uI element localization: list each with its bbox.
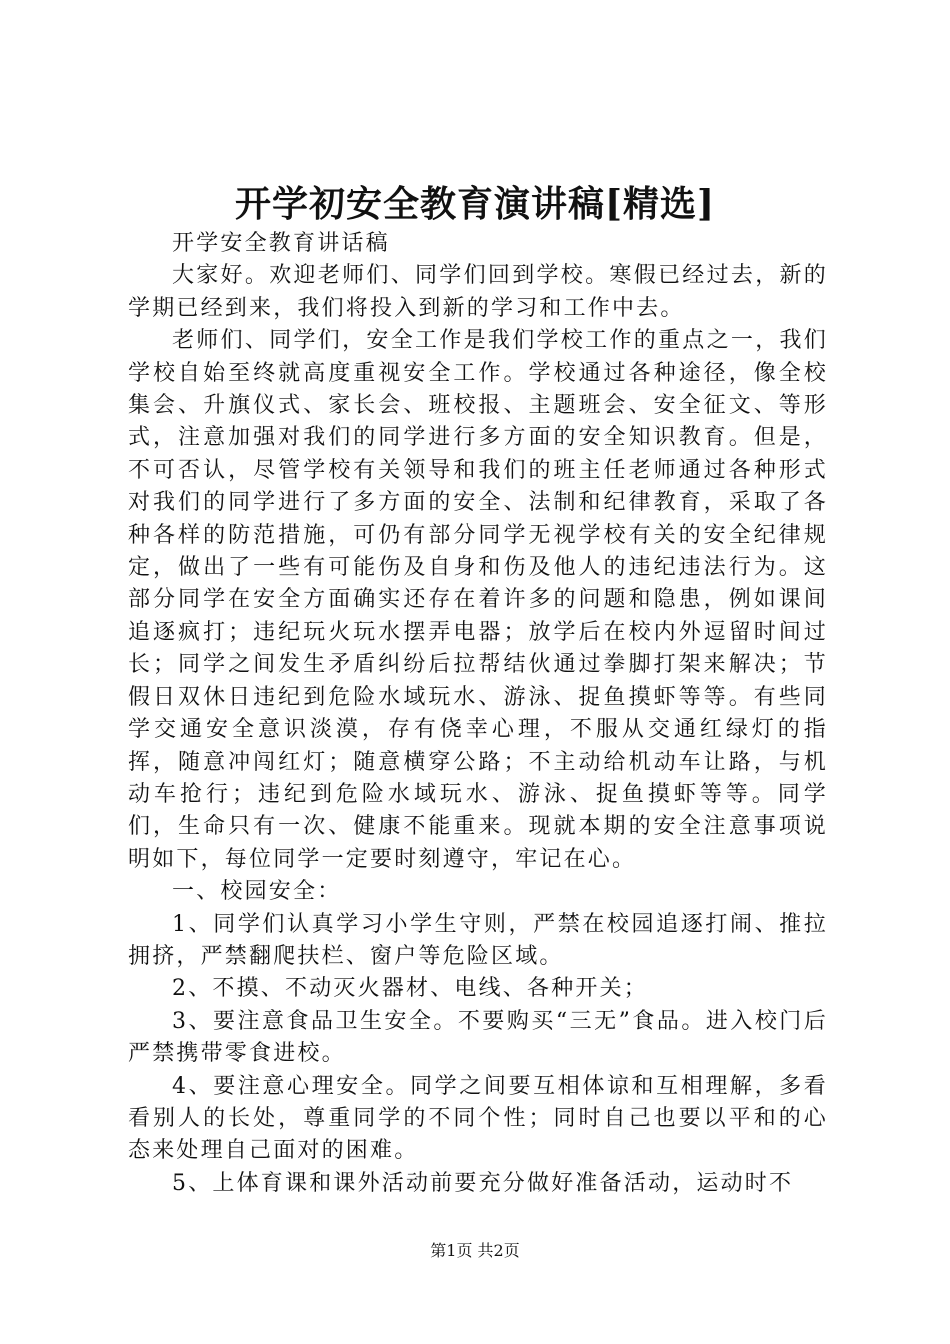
list-item-4: 4、要注意心理安全。同学之间要互相体谅和互相理解，多看看别人的长处，尊重同学的不同个性；同时自己也要以平和的心态来处理自己面对的困难。	[128, 1073, 828, 1164]
paragraph-subtitle: 开学安全教育讲话稿	[172, 231, 390, 256]
document-title: 开学初安全教育演讲稿[精选]	[234, 183, 716, 225]
paragraph-main: 老师们、同学们，安全工作是我们学校工作的重点之一，我们学校自始至终就高度重视安全工作。学校通过各种途径，像全校集会、升旗仪式、家长会、班校报、主题班会、安全征文、等形式，注意加强对我们的同学进行多方面的安全知识教育。但是，不可否认，尽管学校有关领导和我们的班主任老师通过各种形式对我们的同学进行了多方面的安全、法制和纪律教育，采取了各种各样的防范措施，可仍有部分同学无视学校有关的安全纪律规定，做出了一些有可能伤及自身和伤及他人的违纪违法行为。这部分同学在安全方面确实还存在着许多的问题和隐患，例如课间追逐疯打；违纪玩火玩水摆弄电器；放学后在校内外逗留时间过长；同学之间发生矛盾纠纷后拉帮结伙通过拳脚打架来解决；节假日双休日违纪到危险水域玩水、游泳、捉鱼摸虾等等。有些同学交通安全意识淡漠，存有侥幸心理，不服从交通红绿灯的指挥，随意冲闯红灯；随意横穿公路；不主动给机动车让路，与机动车抢行；违纪到危险水域玩水、游泳、捉鱼摸虾等等。同学们，生命只有一次、健康不能重来。现就本期的安全注意事项说明如下，每位同学一定要时刻遵守，牢记在心。	[128, 328, 828, 872]
paragraph-greeting: 大家好。欢迎老师们、同学们回到学校。寒假已经过去，新的学期已经到来，我们将投入到新的学习和工作中去。	[128, 263, 828, 321]
document-body	[128, 228, 828, 1200]
list-item-3: 3、要注意食品卫生安全。不要购买“三无”食品。进入校门后严禁携带零食进校。	[128, 1008, 828, 1067]
list-item-5: 5、上体育课和课外活动前要充分做好准备活动，运动时不	[172, 1170, 794, 1196]
list-item-1: 1、同学们认真学习小学生守则，严禁在校园追逐打闹、推拉拥挤，严禁翻爬扶栏、窗户等危险区域。	[128, 911, 828, 969]
section-heading-campus-safety: 一、校园安全：	[172, 879, 342, 905]
list-item-2: 2、不摸、不动灭火器材、电线、各种开关；	[172, 976, 648, 1002]
page-footer: 第1页 共2页	[430, 1241, 520, 1260]
